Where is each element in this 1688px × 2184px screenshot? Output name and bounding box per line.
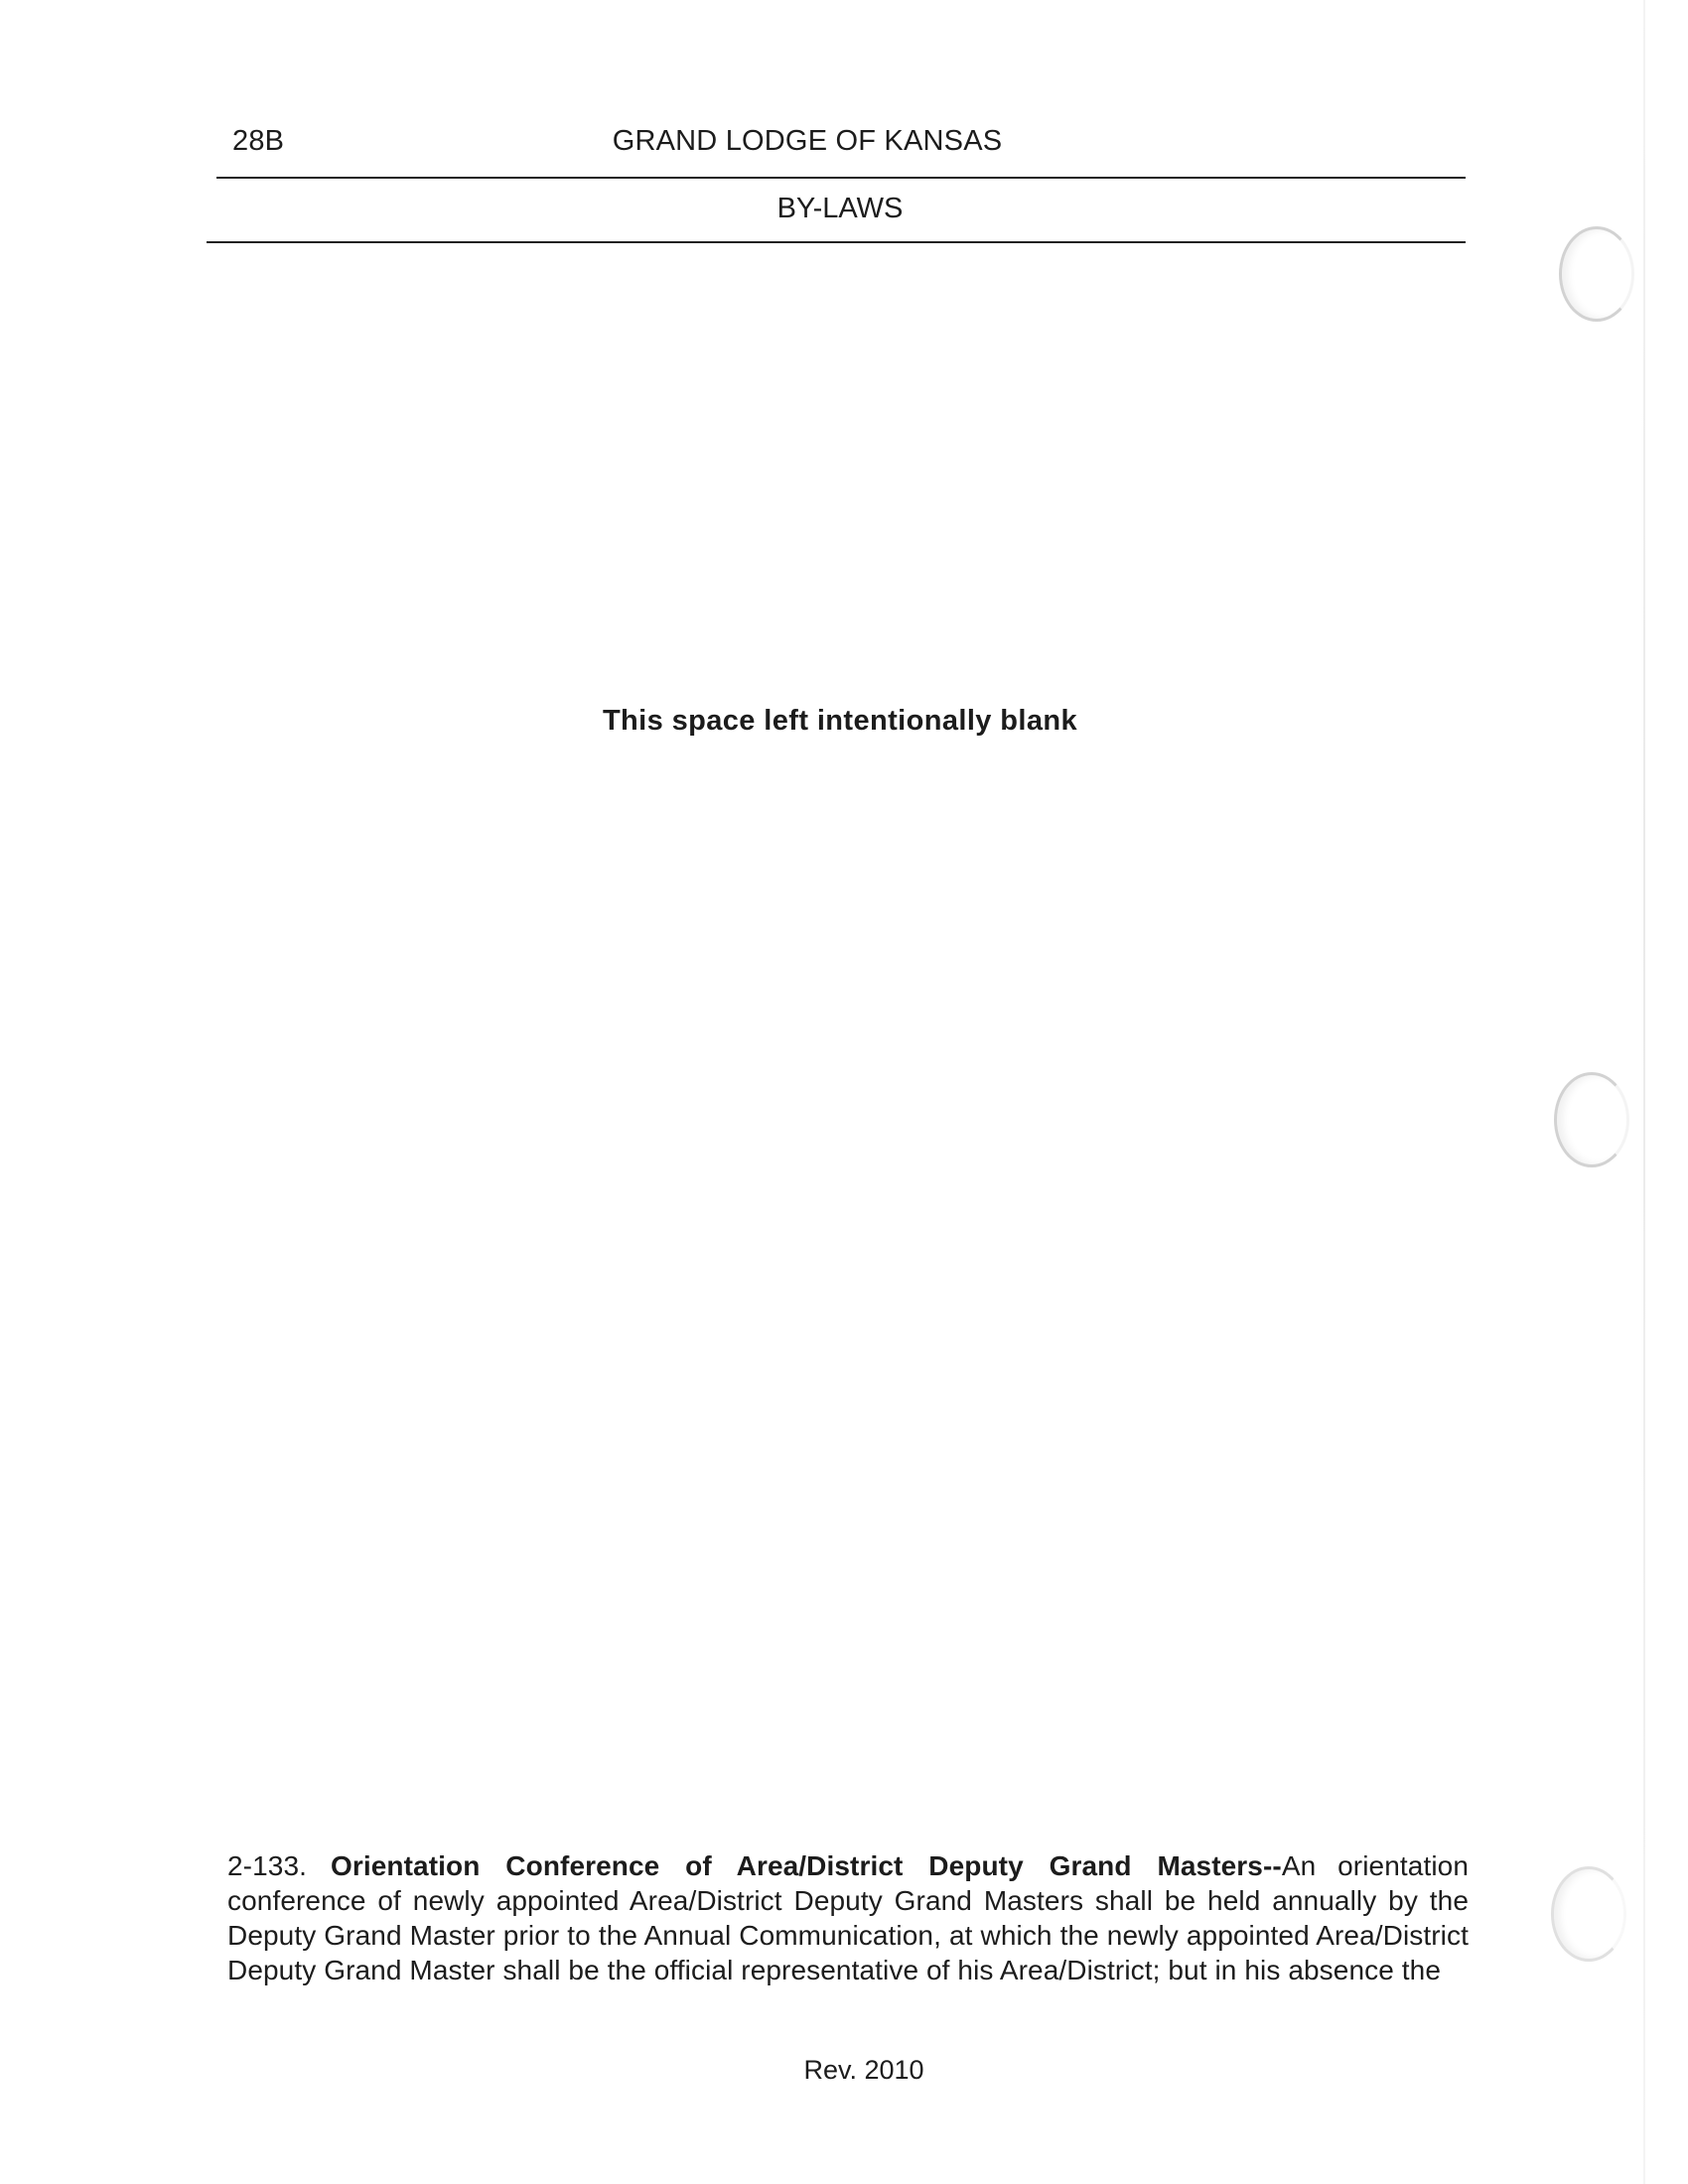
- page-edge: [1643, 0, 1645, 2184]
- blank-space-notice: This space left intentionally blank: [602, 705, 1078, 737]
- header-rule-bottom: [207, 241, 1466, 243]
- header-rule-top: [216, 177, 1466, 179]
- section-heading: Orientation Conference of Area/District Deputy Grand Masters--: [331, 1850, 1282, 1881]
- page-number: 28B: [232, 125, 285, 157]
- binder-hole-icon: [1559, 226, 1634, 322]
- binder-hole-icon: [1554, 1072, 1629, 1167]
- revision-footer: Rev. 2010: [803, 2055, 924, 2085]
- section-text: An orientation conference of newly appointed Area/District Deputy Grand Masters shall be held annually by the Deputy Grand Master prior to the Annual Communication, at which the newly appointed Area/District Deputy Grand Master shall be the official representative of his Area/District; but in his absence the: [227, 1850, 1469, 1985]
- running-title: GRAND LODGE OF KANSAS: [612, 125, 1003, 157]
- section-title: BY-LAWS: [776, 193, 904, 224]
- section-number: 2-133.: [227, 1850, 307, 1881]
- binder-hole-icon: [1551, 1866, 1626, 1962]
- bylaw-paragraph: [227, 1848, 1469, 1987]
